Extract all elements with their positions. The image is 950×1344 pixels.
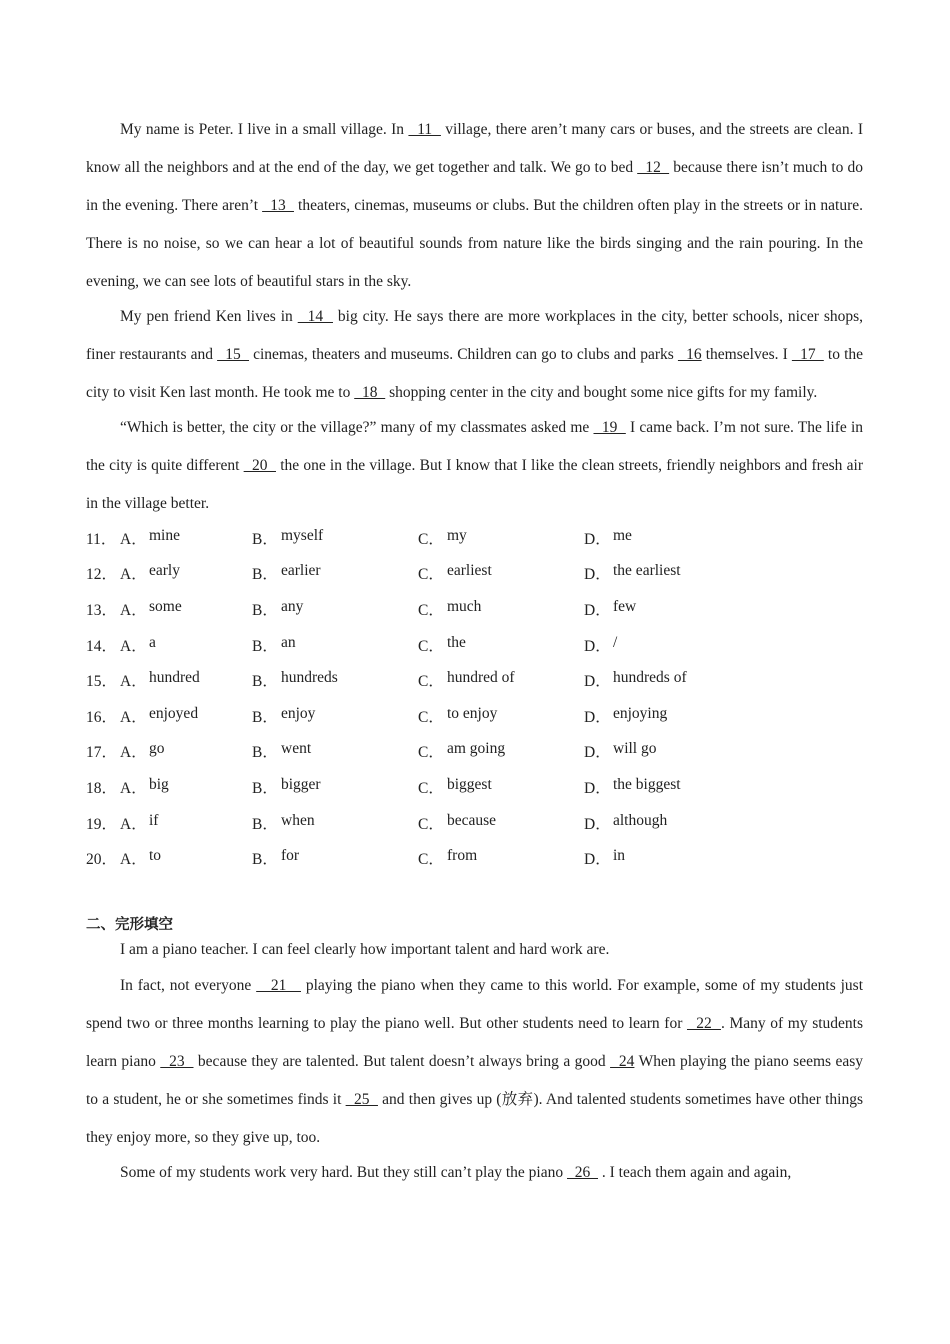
text: . I teach them again and again,: [598, 1163, 792, 1181]
option-d[interactable]: [584, 634, 784, 656]
option-b[interactable]: [252, 776, 418, 798]
option-letter: A．: [120, 601, 147, 619]
option-c[interactable]: [418, 705, 584, 727]
option-letter: A．: [120, 815, 147, 833]
option-a[interactable]: [120, 740, 252, 762]
option-text: earliest: [447, 562, 492, 580]
option-a[interactable]: [120, 812, 252, 834]
option-c[interactable]: [418, 776, 584, 798]
option-text: enjoy: [281, 704, 316, 722]
option-b[interactable]: [252, 740, 418, 762]
text: and then gives up (放弃). And talented students sometimes have other things they enjoy more, so they give up, too.: [86, 1090, 864, 1146]
question-number: 11．: [86, 530, 117, 548]
question-number: 13．: [86, 601, 118, 619]
option-text: am going: [447, 740, 506, 758]
option-letter: C．: [418, 601, 444, 619]
option-letter: B．: [252, 744, 278, 762]
option-text: bigger: [281, 775, 321, 793]
option-text: enjoying: [613, 704, 668, 722]
option-letter: B．: [252, 566, 278, 584]
blank-16[interactable]: 16: [677, 346, 702, 363]
option-text: hundred of: [447, 669, 515, 687]
option-text: although: [613, 811, 668, 829]
option-letter: C．: [418, 779, 444, 797]
blank-13[interactable]: 13: [262, 197, 294, 214]
option-d[interactable]: [584, 847, 784, 869]
option-text: a: [149, 633, 156, 651]
question-row: [86, 805, 863, 841]
question-number: 16．: [86, 708, 118, 726]
blank-18[interactable]: 18: [354, 384, 386, 401]
blank-26[interactable]: 26: [567, 1163, 598, 1181]
text: shopping center in the city and bought some nice gifts for my family.: [385, 384, 818, 401]
option-a[interactable]: [120, 705, 252, 727]
option-a[interactable]: [120, 562, 252, 584]
section2-intro: I am a piano teacher. I can feel clearly how important talent and hard work are.: [120, 940, 610, 958]
option-text: if: [149, 811, 159, 829]
question-number: 19．: [86, 815, 118, 833]
option-c[interactable]: [418, 812, 584, 834]
option-c[interactable]: [418, 740, 584, 762]
document-content: [86, 111, 863, 1192]
option-text: the biggest: [613, 775, 681, 793]
option-text: an: [281, 633, 296, 651]
option-d[interactable]: [584, 812, 784, 834]
option-text: the: [447, 633, 466, 651]
option-c[interactable]: [418, 847, 584, 869]
option-text: from: [447, 847, 478, 865]
option-text: to enjoy: [447, 704, 498, 722]
option-letter: D．: [584, 566, 611, 584]
question-row: [86, 591, 863, 627]
question-number: 20．: [86, 851, 118, 869]
text: My name is Peter. I live in a small village. In: [120, 121, 409, 138]
option-b[interactable]: [252, 562, 418, 584]
option-letter: D．: [584, 530, 611, 548]
option-text: myself: [281, 526, 324, 544]
blank-24[interactable]: 24: [610, 1052, 635, 1070]
blank-25[interactable]: 25: [345, 1090, 378, 1108]
option-letter: B．: [252, 601, 278, 619]
option-a[interactable]: [120, 776, 252, 798]
option-letter: D．: [584, 601, 611, 619]
question-number: 17．: [86, 744, 118, 762]
blank-22[interactable]: 22: [686, 1014, 721, 1032]
text: cinemas, theaters and museums. Children can go to clubs and parks: [249, 346, 678, 363]
option-b[interactable]: [252, 847, 418, 869]
option-d[interactable]: [584, 669, 784, 691]
option-letter: D．: [584, 851, 611, 869]
option-text: any: [281, 597, 304, 615]
option-text: big: [149, 775, 169, 793]
option-d[interactable]: [584, 740, 784, 762]
text: because they are talented. But talent doesn’t always bring a good: [193, 1052, 611, 1070]
option-a[interactable]: [120, 634, 252, 656]
option-letter: A．: [120, 851, 147, 869]
option-b[interactable]: [252, 812, 418, 834]
text: the one in the village. But I know that I like the clean streets, friendly neighbors and fresh air in the village better.: [86, 457, 863, 512]
option-text: when: [281, 811, 315, 829]
question-number: 14．: [86, 637, 118, 655]
blank-23[interactable]: 23: [160, 1052, 194, 1070]
option-letter: C．: [418, 851, 444, 869]
text: I came back. I’m not sure. The life in the city is quite different: [86, 419, 864, 474]
option-text: hundred: [149, 669, 200, 687]
blank-14[interactable]: 14: [297, 308, 333, 325]
option-a[interactable]: [120, 847, 252, 869]
option-text: few: [613, 597, 637, 615]
section-title: 二、完形填空: [86, 916, 173, 933]
option-d[interactable]: [584, 705, 784, 727]
option-letter: B．: [252, 637, 278, 655]
option-text: will go: [613, 740, 657, 758]
option-text: me: [613, 526, 632, 544]
text: village, there aren’t many cars or buses, and the streets are clean. I know all the neighbors and at the end of the day, we get together and talk. We go to bed: [86, 121, 863, 176]
question-options: [86, 520, 863, 876]
option-b[interactable]: [252, 634, 418, 656]
option-letter: A．: [120, 779, 147, 797]
option-d[interactable]: [584, 562, 784, 584]
text: In fact, not everyone: [120, 976, 257, 994]
text: Some of my students work very hard. But they still can’t play the piano: [120, 1163, 567, 1181]
option-letter: B．: [252, 851, 278, 869]
blank-15[interactable]: 15: [217, 346, 250, 363]
passage1-paragraph1: [86, 111, 863, 301]
option-text: hundreds of: [613, 669, 687, 687]
option-letter: C．: [418, 673, 444, 691]
option-text: in: [613, 847, 626, 865]
option-b[interactable]: [252, 527, 418, 549]
option-c[interactable]: [418, 562, 584, 584]
option-text: hundreds: [281, 669, 338, 687]
question-row: [86, 520, 863, 556]
option-letter: A．: [120, 566, 147, 584]
passage2-paragraph2: [86, 1154, 863, 1192]
option-letter: C．: [418, 637, 444, 655]
option-letter: C．: [418, 815, 444, 833]
blank-21[interactable]: 21: [256, 976, 301, 994]
option-c[interactable]: [418, 634, 584, 656]
passage1-paragraph3: [86, 409, 863, 523]
question-row: [86, 662, 863, 698]
option-letter: D．: [584, 779, 611, 797]
blank-19[interactable]: 19: [593, 419, 626, 436]
option-letter: C．: [418, 708, 444, 726]
question-row: [86, 769, 863, 805]
option-letter: D．: [584, 708, 611, 726]
option-text: some: [149, 597, 182, 615]
passage2-paragraph1: [86, 967, 863, 1157]
option-text: go: [149, 740, 165, 758]
option-text: the earliest: [613, 562, 681, 580]
text: . Many of my students learn piano: [86, 1014, 864, 1070]
option-text: earlier: [281, 562, 321, 580]
option-letter: B．: [252, 530, 278, 548]
question-row: [86, 698, 863, 734]
option-c[interactable]: [418, 527, 584, 549]
blank-20[interactable]: 20: [243, 457, 276, 474]
option-letter: D．: [584, 815, 611, 833]
option-letter: B．: [252, 673, 278, 691]
option-text: because: [447, 811, 497, 829]
question-row: [86, 556, 863, 592]
option-text: enjoyed: [149, 704, 199, 722]
option-letter: A．: [120, 530, 147, 548]
option-text: much: [447, 597, 482, 615]
option-text: biggest: [447, 775, 492, 793]
blank-12[interactable]: 12: [637, 159, 670, 176]
option-letter: C．: [418, 530, 444, 548]
question-row: [86, 627, 863, 663]
text: playing the piano when they came to this world. For example, some of my students just spend two or three months learning to play the piano well. But other students need to learn for: [86, 976, 864, 1032]
blank-17[interactable]: 17: [791, 346, 824, 363]
text: themselves. I: [701, 346, 792, 363]
option-text: to: [149, 847, 162, 865]
option-c[interactable]: [418, 669, 584, 691]
option-letter: B．: [252, 708, 278, 726]
passage1-paragraph2: [86, 298, 863, 412]
option-b[interactable]: [252, 705, 418, 727]
option-d[interactable]: [584, 527, 784, 549]
option-b[interactable]: [252, 669, 418, 691]
text: theaters, cinemas, museums or clubs. But the children often play in the streets or in nature. There is no noise, so we can hear a lot of beautiful sounds from nature like the birds singing and the rain pouring. In the evening, we can see lots of beautiful stars in the sky.: [86, 197, 863, 290]
option-letter: A．: [120, 708, 147, 726]
question-number: 12．: [86, 566, 118, 584]
option-a[interactable]: [120, 598, 252, 620]
question-row: [86, 734, 863, 770]
text: because there isn’t much to do in the evening. There aren’t: [86, 159, 864, 214]
text: My pen friend Ken lives in: [120, 308, 298, 325]
text: big city. He says there are more workplaces in the city, better schools, nicer shops, finer restaurants and: [86, 308, 864, 363]
blank-11[interactable]: 11: [408, 121, 441, 138]
option-letter: D．: [584, 673, 611, 691]
option-letter: B．: [252, 779, 278, 797]
option-text: early: [149, 562, 180, 580]
option-text: for: [281, 847, 300, 865]
option-text: my: [447, 526, 467, 544]
option-text: /: [613, 633, 618, 651]
option-a[interactable]: [120, 669, 252, 691]
option-d[interactable]: [584, 598, 784, 620]
text: to the city to visit Ken last month. He took me to: [86, 346, 863, 401]
option-letter: B．: [252, 815, 278, 833]
text: “Which is better, the city or the village?” many of my classmates asked me: [120, 419, 594, 436]
option-letter: C．: [418, 566, 444, 584]
question-row: [86, 840, 863, 876]
option-letter: A．: [120, 744, 147, 762]
option-text: mine: [149, 526, 180, 544]
text: When playing the piano seems easy to a student, he or she sometimes finds it: [86, 1052, 864, 1108]
option-letter: D．: [584, 637, 611, 655]
option-letter: C．: [418, 744, 444, 762]
option-letter: A．: [120, 637, 147, 655]
option-letter: A．: [120, 673, 147, 691]
question-number: 15．: [86, 673, 118, 691]
question-number: 18．: [86, 779, 118, 797]
option-b[interactable]: [252, 598, 418, 620]
option-letter: D．: [584, 744, 611, 762]
option-c[interactable]: [418, 598, 584, 620]
option-a[interactable]: [120, 527, 252, 549]
option-d[interactable]: [584, 776, 784, 798]
option-text: went: [281, 740, 312, 758]
